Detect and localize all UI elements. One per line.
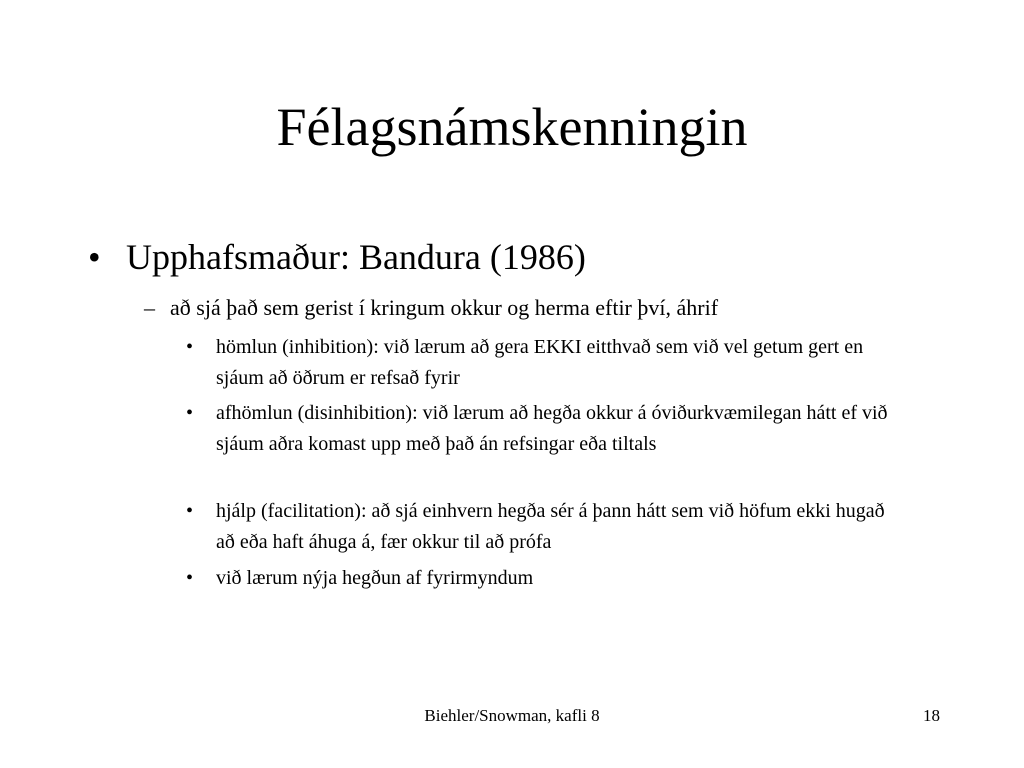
slide-title: Félagsnámskenningin <box>276 97 748 157</box>
bullet-marker: • <box>186 402 194 424</box>
bullet-marker: • <box>186 567 194 589</box>
bullet-marker: • <box>186 336 194 358</box>
bullet-marker: • <box>186 500 194 522</box>
bullet-text-originator: Upphafsmaður: Bandura (1986) <box>126 237 586 277</box>
footer-source: Biehler/Snowman, kafli 8 <box>424 706 600 725</box>
dash-marker: – <box>144 295 155 320</box>
bullet-text-observe-imitate: að sjá það sem gerist í kringum okkur og herma eftir því, áhrif <box>170 295 719 320</box>
bullet-text-inhibition: hömlun (inhibition): við lærum að gera EKKI eitthvað sem við vel getum gert en sjáum að öðrum er refsað fyrir <box>216 336 864 389</box>
bullet-text-disinhibition: afhömlun (disinhibition): við lærum að hegða okkur á óviðurkvæmilegan hátt ef við sjáum aðra komast upp með það án refsingar eða tiltals <box>216 402 888 455</box>
bullet-marker: • <box>88 237 101 277</box>
page-number: 18 <box>923 706 940 725</box>
bullet-text-facilitation: hjálp (facilitation): að sjá einhvern hegða sér á þann hátt sem við höfum ekki hugað að eða haft áhuga á, fær okkur til að prófa <box>216 500 885 553</box>
bullet-text-role-models: við lærum nýja hegðun af fyrirmyndum <box>216 567 534 589</box>
